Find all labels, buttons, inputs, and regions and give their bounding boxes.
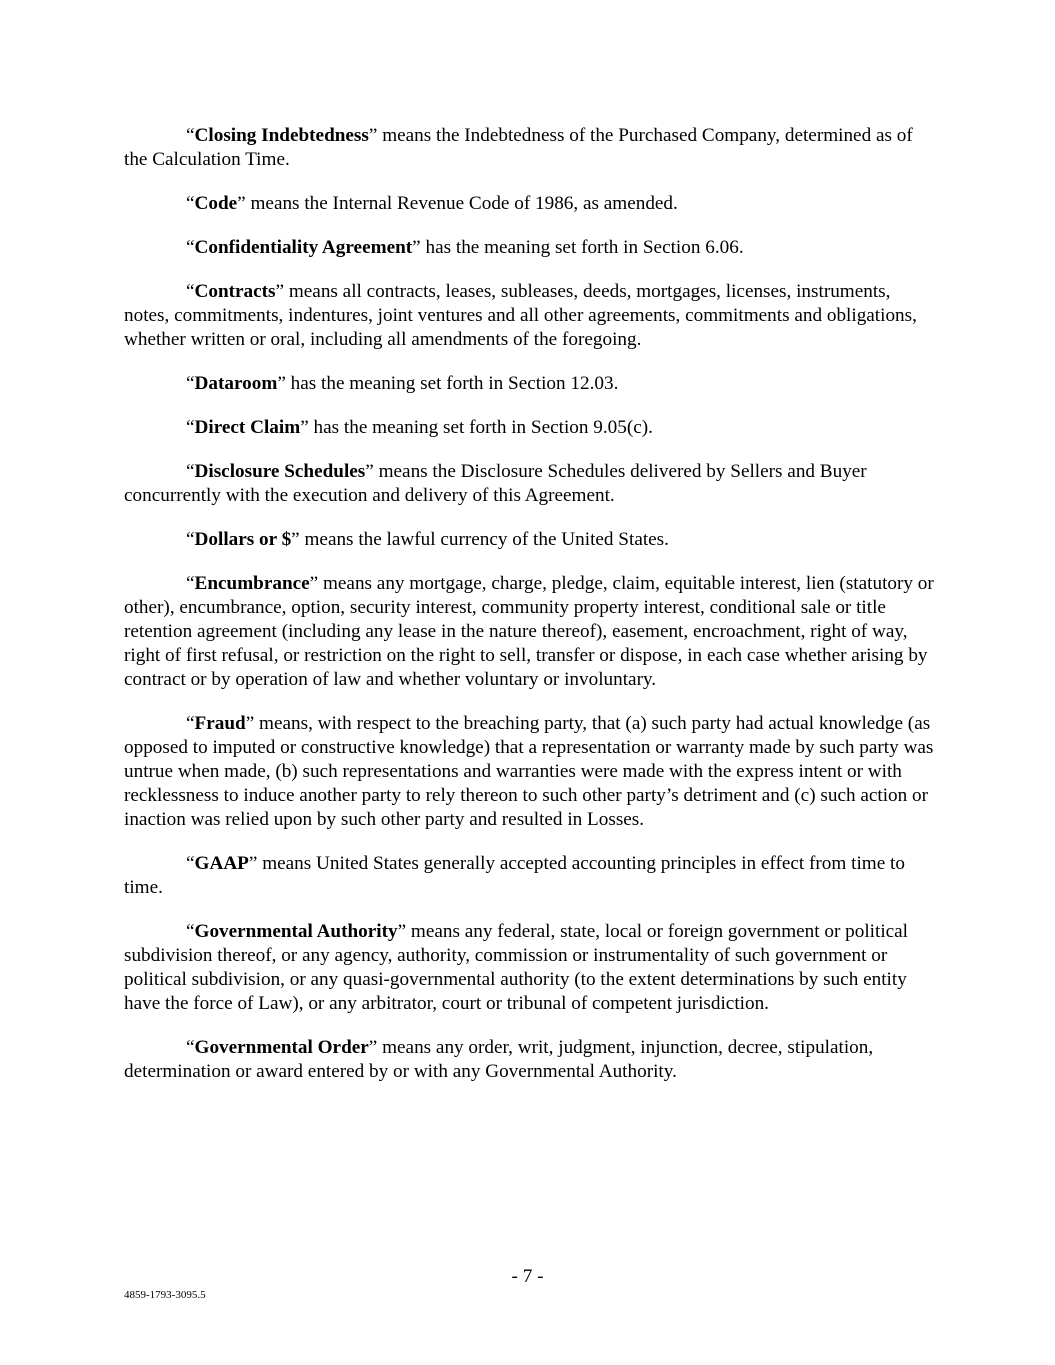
definition-text: means the lawful currency of the United States. (299, 529, 669, 550)
definition-term: Fraud (194, 713, 246, 734)
definition-closing-indebtedness: “Closing Indebtedness” means the Indebtedness of the Purchased Company, determined as of the Calculation Time. (124, 125, 913, 170)
definition-direct-claim: “Direct Claim” has the meaning set forth in Section 9.05(c). (186, 417, 653, 438)
definition-text: has the meaning set forth in Section 12.03. (285, 373, 619, 394)
definition-text: means any order, writ, judgment, injunction, decree, stipulation, determination or award entered by or with any Governmental Authority. (124, 1037, 874, 1082)
definition-text: has the meaning set forth in Section 6.06. (420, 237, 744, 258)
definition-fraud: “Fraud” means, with respect to the breaching party, that (a) such party had actual knowledge (as opposed to imputed or constructive knowledge) that a representation or warranty made by such party was untrue when made, (b) such representations and warranties were made with the express intent or with recklessness to induce another party to rely thereon to such other party’s detriment and (c) such action or inaction was relied upon by such other party and resulted in Losses. (124, 713, 934, 830)
definition-confidentiality-agreement: “Confidentiality Agreement” has the meaning set forth in Section 6.06. (186, 237, 744, 258)
definition-term: Disclosure Schedules (194, 461, 366, 482)
definition-term: Closing Indebtedness (194, 125, 369, 146)
definition-disclosure-schedules: “Disclosure Schedules” means the Disclosure Schedules delivered by Sellers and Buyer concurrently with the execution and delivery of this Agreement. (124, 461, 867, 506)
definition-text: means any federal, state, local or foreign government or political subdivision thereof, or any agency, authority, commission or instrumentality of such government or political subdivision, or any quasi-governmental authority (to the extent determinations by such entity have the force of Law), or any arbitrator, court or tribunal of competent jurisdiction. (124, 921, 909, 1014)
definition-governmental-authority: “Governmental Authority” means any federal, state, local or foreign government or political subdivision thereof, or any agency, authority, commission or instrumentality of such government or political subdivision, or any quasi-governmental authority (to the extent determinations by such entity have the force of Law), or any arbitrator, court or tribunal of competent jurisdiction. (124, 921, 909, 1014)
definition-text: has the meaning set forth in Section 9.05(c). (308, 417, 653, 438)
definition-text: means United States generally accepted accounting principles in effect from time to time. (124, 853, 905, 898)
definition-term: Dataroom (194, 373, 278, 394)
definition-text: means the Internal Revenue Code of 1986, as amended. (245, 193, 678, 214)
definition-text: means the Disclosure Schedules delivered by Sellers and Buyer concurrently with the execution and delivery of this Agreement. (124, 461, 867, 506)
definition-term: Encumbrance (194, 573, 310, 594)
definition-governmental-order: “Governmental Order” means any order, writ, judgment, injunction, decree, stipulation, determination or award entered by or with any Governmental Authority. (124, 1037, 874, 1082)
definition-term: Code (194, 193, 238, 214)
definition-term: Direct Claim (194, 417, 301, 438)
document-id: 4859-1793-3095.5 (124, 1289, 206, 1301)
definition-term: Confidentiality Agreement (194, 237, 413, 258)
definitions-list (124, 124, 934, 1104)
page-number: - 7 - (511, 1266, 544, 1287)
definition-text: means any mortgage, charge, pledge, claim, equitable interest, lien (statutory or other), encumbrance, option, security interest, community property interest, conditional sale or title retention agreement (including any lease in the nature thereof), easement, encroachment, right of way, right of first refusal, or restriction on the right to sell, transfer or dispose, in each case whether arising by contract or by operation of law and whether voluntary or involuntary. (124, 573, 934, 690)
definition-code: “Code” means the Internal Revenue Code of 1986, as amended. (186, 193, 678, 214)
definition-text: means, with respect to the breaching party, that (a) such party had actual knowledge (as opposed to imputed or constructive knowledge) that a representation or warranty made by such party was untrue when made, (b) such representations and warranties were made with the express intent or with recklessness to induce another party to rely thereon to such other party’s detriment and (c) such action or inaction was relied upon by such other party and resulted in Losses. (124, 713, 934, 830)
definition-gaap: “GAAP” means United States generally accepted accounting principles in effect from time to time. (124, 853, 905, 898)
definition-text: means the Indebtedness of the Purchased Company, determined as of the Calculation Time. (124, 125, 913, 170)
definition-dollars: “Dollars or $” means the lawful currency of the United States. (186, 529, 669, 550)
definition-contracts: “Contracts” means all contracts, leases, subleases, deeds, mortgages, licenses, instruments, notes, commitments, indentures, joint ventures and all other agreements, commitments and obligations, whether written or oral, including all amendments of the foregoing. (124, 281, 917, 350)
definition-dataroom: “Dataroom” has the meaning set forth in Section 12.03. (186, 373, 619, 394)
definition-term: GAAP (194, 853, 249, 874)
definition-text: means all contracts, leases, subleases, deeds, mortgages, licenses, instruments, notes, commitments, indentures, joint ventures and all other agreements, commitments and obligations, whether written or oral, including all amendments of the foregoing. (124, 281, 917, 350)
definition-term: Contracts (194, 281, 276, 302)
definition-term: Dollars or $ (194, 529, 292, 550)
definition-encumbrance: “Encumbrance” means any mortgage, charge, pledge, claim, equitable interest, lien (statutory or other), encumbrance, option, security interest, community property interest, conditional sale or title retention agreement (including any lease in the nature thereof), easement, encroachment, right of way, right of first refusal, or restriction on the right to sell, transfer or dispose, in each case whether arising by contract or by operation of law and whether voluntary or involuntary. (124, 573, 934, 690)
definition-term: Governmental Order (194, 1037, 369, 1058)
definition-term: Governmental Authority (194, 921, 398, 942)
